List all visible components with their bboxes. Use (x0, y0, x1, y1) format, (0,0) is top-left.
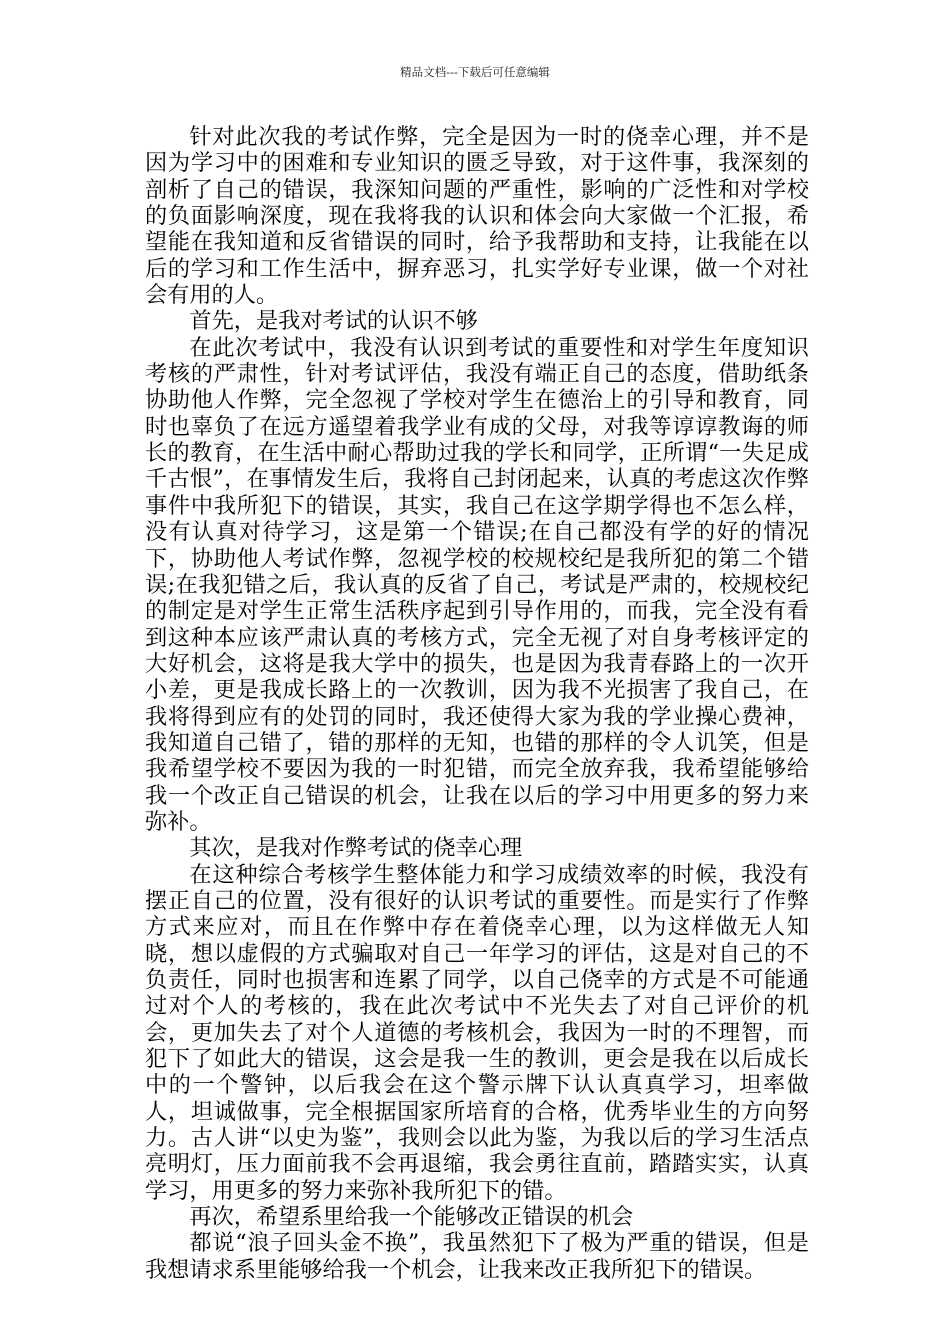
paragraph-third: 都说“浪子回头金不换”，我虽然犯下了极为严重的错误，但是我想请求系里能够给我一个机会，让我来改正我所犯下的错误。 (145, 1230, 809, 1283)
page-header: 精品文档---下载后可任意编辑 (400, 65, 550, 79)
section-heading-third: 再次，希望系里给我一个能够改正错误的机会 (189, 1204, 634, 1231)
paragraph-intro: 针对此次我的考试作弊，完全是因为一时的侥幸心理，并不是因为学习中的困难和专业知识的匮乏导致，对于这件事，我深刻的剖析了自己的错误，我深知问题的严重性，影响的广泛性和对学校的负面影响深度，现在我将我的认识和体会向大家做一个汇报，希望能在我知道和反省错误的同时，给予我帮助和支持，让我能在以后的学习和工作生活中，摒弃恶习，扎实学好专业课，做一个对社会有用的人。 (145, 124, 809, 309)
document-body (145, 124, 809, 1283)
section-heading-first: 首先，是我对考试的认识不够 (189, 308, 478, 335)
paragraph-first: 在此次考试中，我没有认识到考试的重要性和对学生年度知识考核的严肃性，针对考试评估，我没有端正自己的态度，借助纸条协助他人作弊，完全忽视了学校对学生在德治上的引导和教育，同时也辜负了在远方遥望着我学业有成的父母，对我等谆谆教诲的师长的教育，在生活中耐心帮助过我的学长和同学，正所谓“一失足成千古恨”，在事情发生后，我将自己封闭起来，认真的考虑这次作弊事件中我所犯下的错误，其实，我自己在这学期学得也不怎么样，没有认真对待学习，这是第一个错误;在自己都没有学的好的情况下，协助他人考试作弊，忽视学校的校规校纪是我所犯的第二个错误;在我犯错之后，我认真的反省了自己，考试是严肃的，校规校纪的制定是对学生正常生活秩序起到引导作用的，而我，完全没有看到这种本应该严肃认真的考核方式，完全无视了对自身考核评定的大好机会，这将是我大学中的损失，也是因为我青春路上的一次开小差，更是我成长路上的一次教训，因为我不光损害了我自己，在我将得到应有的处罚的同时，我还使得大家为我的学业操心费神，我知道自己错了，错的那样的无知，也错的那样的令人讥笑，但是我希望学校不要因为我的一时犯错，而完全放弃我，我希望能够给我一个改正自己错误的机会，让我在以后的学习中用更多的努力来弥补。 (145, 334, 809, 835)
section-heading-second: 其次，是我对作弊考试的侥幸心理 (189, 835, 523, 862)
paragraph-second: 在这种综合考核学生整体能力和学习成绩效率的时候，我没有摆正自己的位置，没有很好的认识考试的重要性。而是实行了作弊方式来应对，而且在作弊中存在着侥幸心理，以为这样做无人知晓，想以虚假的方式骗取对自己一年学习的评估，这是对自己的不负责任，同时也损害和连累了同学，以自己侥幸的方式是不可能通过对个人的考核的，我在此次考试中不光失去了对自己评价的机会，更加失去了对个人道德的考核机会，我因为一时的不理智，而犯下了如此大的错误，这会是我一生的教训，更会是我在以后成长中的一个警钟，以后我会在这个警示牌下认认真真学习，坦率做人，坦诚做事，完全根据国家所培育的合格，优秀毕业生的方向努力。古人讲“以史为鉴”，我则会以此为鉴，为我以后的学习生活点亮明灯，压力面前我不会再退缩，我会勇往直前，踏踏实实，认真学习，用更多的努力来弥补我所犯下的错。 (145, 861, 809, 1204)
